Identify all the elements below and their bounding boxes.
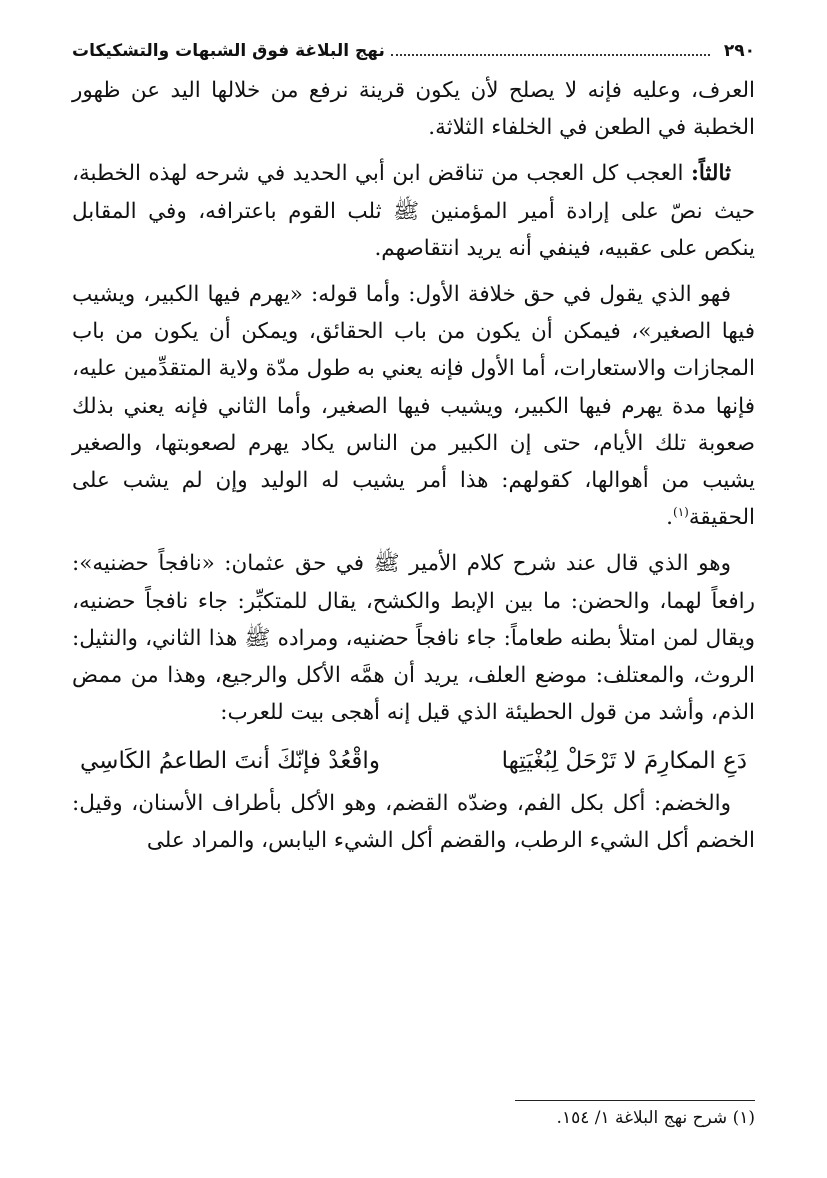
paragraph-4-text: وهو الذي قال عند شرح كلام الأمير ﷺ في حق عثمان: «نافجاً حضنيه»: رافعاً لهما، والحضن: ما بين الإبط والكشح، يقال للمتكبِّر: جاء نافجاً حضنيه، ويقال لمن امتلأ بطنه طعاماً: جاء نافجاً حضنيه، ومراده ﷺ هذا الثاني، والنثيل: الروث، والمعتلف: موضع العلف، يريد أن همَّه الأكل والرجيع، وهذا من ممض الذم، وأشد من قول الحطيئة الذي قيل إنه أهجى بيت للعرب: xyxy=(72,551,755,726)
verse-second-hemistich: واقْعُدْ فإنّكَ أنتَ الطاعمُ الكَاسِي xyxy=(80,748,380,775)
page-body xyxy=(72,72,755,859)
paragraph-2-lead: ثالثاً: xyxy=(690,161,731,187)
paragraph-1 xyxy=(72,72,755,146)
paragraph-2-text: العجب كل العجب من تناقض ابن أبي الحديد في شرحه لهذه الخطبة، حيث نصّ على إرادة أمير المؤمنين ﷺ ثلب القوم باعترافه، وفي المقابل ينكص على عقبيه، فينفي أنه يريد انتقاصهم. xyxy=(72,161,755,261)
paragraph-4 xyxy=(72,545,755,731)
paragraph-5-text: والخضم: أكل بكل الفم، وضدّه القضم، وهو الأكل بأطراف الأسنان، وقيل: الخضم أكل الشيء الرطب، والقضم أكل الشيء اليابس، والمراد على xyxy=(72,790,755,853)
page-header xyxy=(72,36,755,66)
paragraph-3-tail: . xyxy=(666,505,673,531)
running-title: نهج البلاغة فوق الشبهات والتشكيكات xyxy=(72,41,385,61)
header-dot-leader xyxy=(391,54,710,56)
poetry-verse xyxy=(80,743,747,780)
footnote-text: (١) شرح نهج البلاغة ١/ ١٥٤. xyxy=(556,1108,755,1128)
footnote-separator xyxy=(515,1100,755,1101)
paragraph-5 xyxy=(72,785,755,859)
page-number: ٢٩٠ xyxy=(723,41,755,61)
footnote-reference: (١) xyxy=(673,505,689,520)
paragraph-1-text: العرف، وعليه فإنه لا يصلح لأن يكون قرينة نرفع من خلالها اليد عن ظهور الخطبة في الطعن في الخلفاء الثلاثة. xyxy=(72,78,755,141)
paragraph-3-text: فهو الذي يقول في حق خلافة الأول: وأما قوله: «يهرم فيها الكبير، ويشيب فيها الصغير»، فيمكن أن يكون من باب الحقائق، ويمكن أن يكون من باب المجازات والاستعارات، أما الأول فإنه يعني به طول مدّة ولاية المتقدِّمين عليه، فإنها مدة يهرم فيها الكبير، ويشيب فيها الصغير، وأما الثاني فإنه يعني بذلك صعوبة تلك الأيام، حتى إن الكبير من الناس يكاد يهرم لصعوبتها، والصغير يشيب من أهوالها، كقولهم: هذا أمر يشيب له الوليد وإن لم يشب على الحقيقة xyxy=(72,282,755,531)
verse-first-hemistich: دَعِ المكارِمَ لا تَرْحَلْ لِبُغْيَتِها xyxy=(501,748,747,775)
paragraph-2 xyxy=(72,155,755,267)
paragraph-3 xyxy=(72,276,755,536)
